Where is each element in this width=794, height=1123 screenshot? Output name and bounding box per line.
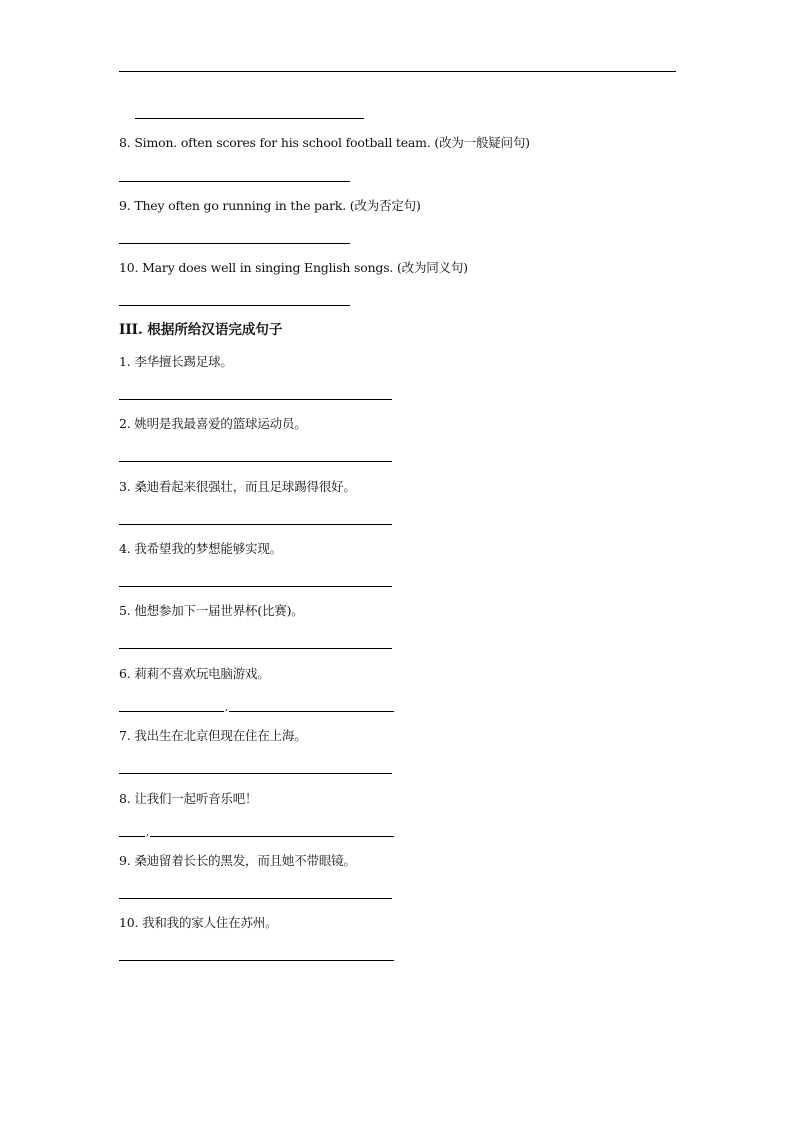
translation-item-7 [119, 728, 307, 744]
answer-blank[interactable] [119, 960, 394, 961]
answer-blank-part-2[interactable] [229, 711, 394, 712]
item-text: 我出生在北京但现在住在上海。 [134, 728, 307, 743]
item-number: 10. [119, 915, 139, 930]
item-number: 3. [119, 479, 131, 494]
answer-blank[interactable] [135, 118, 364, 119]
item-number: 7. [119, 728, 131, 743]
question-text: Mary does well in singing English songs. (改为同义句) [142, 260, 468, 275]
translation-item-1 [119, 354, 233, 370]
item-number: 6. [119, 666, 131, 681]
question-text: They often go running in the park. (改为否定句) [134, 198, 421, 213]
item-text: 他想参加下一届世界杯(比赛)。 [134, 603, 304, 618]
answer-blank[interactable] [119, 181, 350, 182]
translation-item-3 [119, 479, 356, 495]
answer-blank[interactable] [119, 648, 392, 649]
item-text: 莉莉不喜欢玩电脑游戏。 [134, 666, 270, 681]
blank-separator: , [225, 702, 229, 713]
answer-blank-part-1[interactable] [119, 836, 145, 837]
answer-blank[interactable] [119, 305, 350, 306]
translation-item-2 [119, 416, 307, 432]
translation-item-10 [119, 915, 277, 931]
item-text: 我和我的家人住在苏州。 [142, 915, 278, 930]
item-number: 1. [119, 354, 131, 369]
item-number: 4. [119, 541, 131, 556]
answer-blank[interactable] [119, 399, 392, 400]
question-number: 8. [119, 135, 131, 150]
question-9 [119, 198, 421, 214]
translation-item-6 [119, 666, 270, 682]
question-text: Simon. often scores for his school football team. (改为一般疑问句) [134, 135, 530, 150]
section-heading: III. 根据所给汉语完成句子 [119, 322, 283, 338]
blank-separator: , [146, 827, 150, 838]
answer-blank[interactable] [119, 586, 392, 587]
item-text: 李华擅长踢足球。 [134, 354, 233, 369]
item-number: 5. [119, 603, 131, 618]
translation-item-9 [119, 853, 356, 869]
item-number: 9. [119, 853, 131, 868]
question-number: 10. [119, 260, 139, 275]
item-text: 姚明是我最喜爱的篮球运动员。 [134, 416, 307, 431]
item-number: 8. [119, 791, 131, 806]
translation-item-5 [119, 603, 304, 619]
answer-blank-part-2[interactable] [150, 836, 394, 837]
answer-blank[interactable] [119, 243, 350, 244]
answer-blank[interactable] [119, 524, 392, 525]
question-8 [119, 135, 530, 151]
answer-blank[interactable] [119, 773, 392, 774]
header-rule [119, 71, 676, 72]
item-number: 2. [119, 416, 131, 431]
item-text: 桑迪看起来很强壮，而且足球踢得很好。 [134, 479, 356, 494]
question-10 [119, 260, 468, 276]
question-number: 9. [119, 198, 131, 213]
translation-item-8 [119, 791, 257, 807]
answer-blank[interactable] [119, 898, 392, 899]
translation-item-4 [119, 541, 282, 557]
item-text: 让我们一起听音乐吧！ [134, 791, 258, 806]
item-text: 桑迪留着长长的黑发，而且她不带眼镜。 [134, 853, 356, 868]
item-text: 我希望我的梦想能够实现。 [134, 541, 282, 556]
answer-blank-part-1[interactable] [119, 711, 224, 712]
answer-blank[interactable] [119, 461, 392, 462]
